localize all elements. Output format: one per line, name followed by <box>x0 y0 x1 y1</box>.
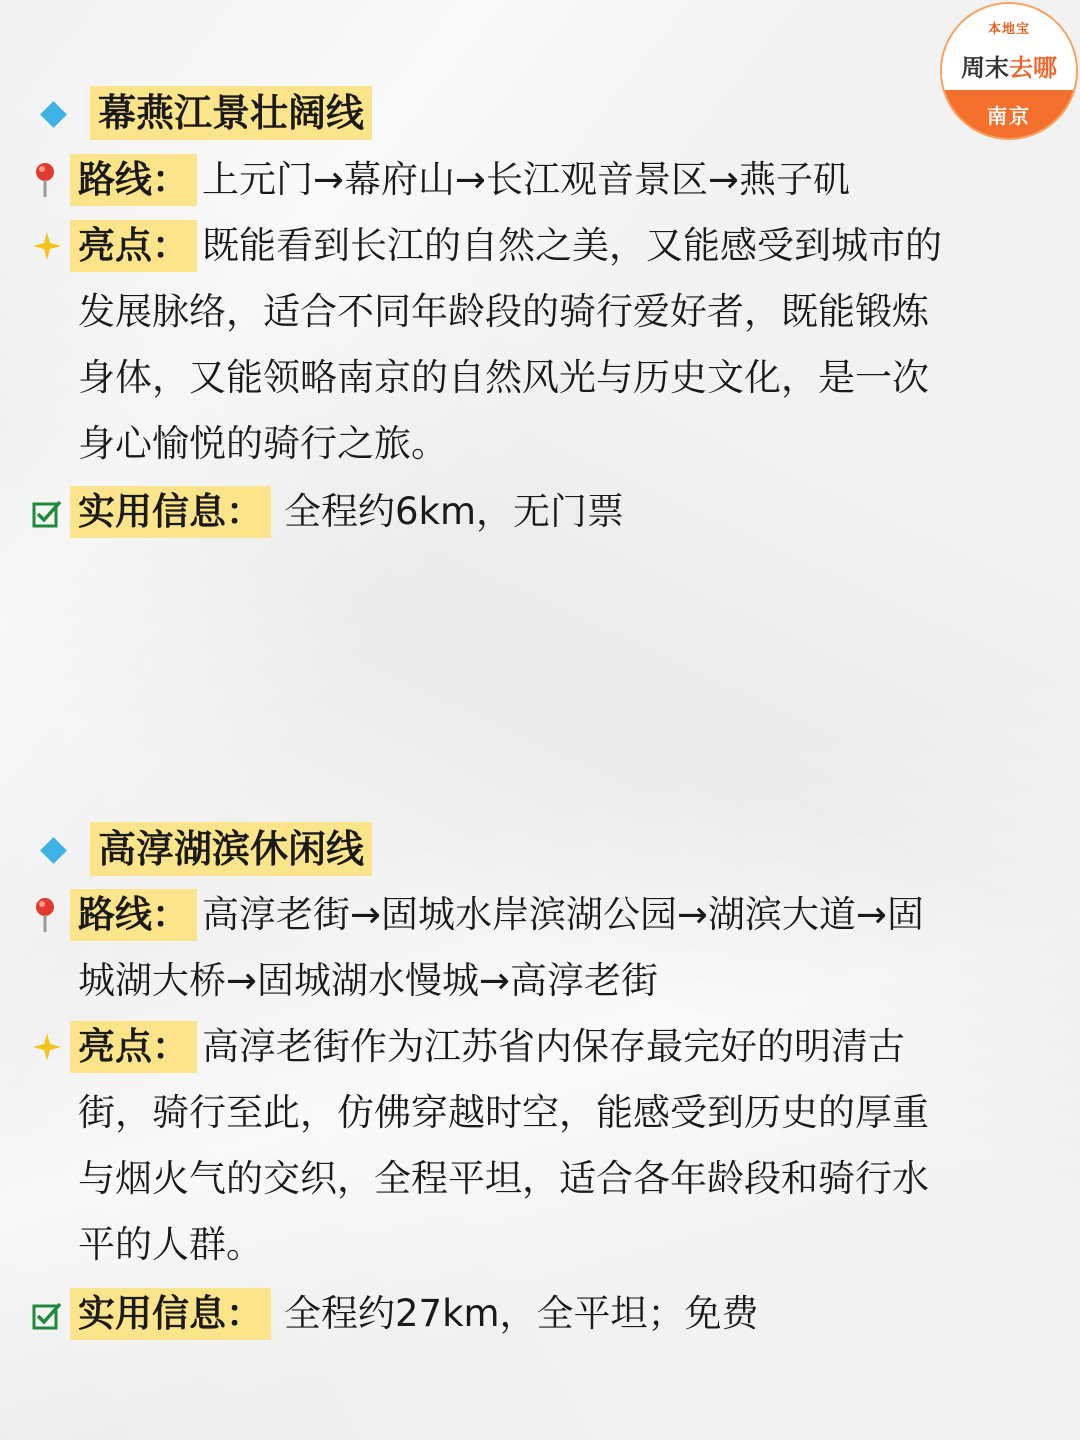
highlight-text-line: 平的人群。 <box>78 1223 263 1266</box>
brand-badge <box>940 2 1078 140</box>
badge-top <box>942 4 1076 90</box>
section-title: 幕燕江景壮阔线 <box>90 86 372 140</box>
yellow-sparkle-icon <box>30 1027 64 1067</box>
highlight-text-line: 与烟火气的交织，全程平坦，适合各年龄段和骑行水 <box>78 1157 929 1200</box>
highlight-text-line: 身心愉悦的骑行之旅。 <box>78 422 448 465</box>
green-checkbox-icon <box>30 492 64 532</box>
badge-city: 南京 <box>987 104 1031 128</box>
info-label: 实用信息： <box>70 1288 271 1340</box>
yellow-sparkle-icon <box>30 226 64 266</box>
badge-title <box>942 48 1076 83</box>
highlight-text-line: 身体，又能领略南京的自然风光与历史文化，是一次 <box>78 356 929 399</box>
badge-bottom <box>942 90 1076 140</box>
route-label: 路线： <box>70 889 197 941</box>
badge-brand: 本地宝 <box>987 22 1030 37</box>
route-text-line: 高淳老街→固城水岸滨湖公园→湖滨大道→固 <box>202 893 925 936</box>
route-text: 上元门→幕府山→长江观音景区→燕子矶 <box>202 158 851 201</box>
info-text: 全程约27km，全平坦；免费 <box>284 1292 759 1335</box>
route-text-line: 城湖大桥→固城湖水慢城→高淳老街 <box>78 959 659 1002</box>
highlight-text-line: 既能看到长江的自然之美，又能感受到城市的 <box>202 224 942 267</box>
info-label: 实用信息： <box>70 486 271 538</box>
highlight-text-line: 发展脉络，适合不同年龄段的骑行爱好者，既能锻炼 <box>78 290 929 333</box>
badge-title-part2: 去哪 <box>1009 54 1057 82</box>
green-checkbox-icon <box>30 1294 64 1334</box>
info-text: 全程约6km，无门票 <box>284 490 625 533</box>
red-pin-icon <box>30 895 64 935</box>
highlight-text-line: 街，骑行至此，仿佛穿越时空，能感受到历史的厚重 <box>78 1091 929 1134</box>
highlight-text-line: 高淳老街作为江苏省内保存最完好的明清古 <box>202 1025 905 1068</box>
section-title: 高淳湖滨休闲线 <box>90 822 372 876</box>
highlight-label: 亮点： <box>70 1021 197 1073</box>
red-pin-icon <box>30 160 64 200</box>
badge-title-part1: 周末 <box>961 54 1009 82</box>
highlight-label: 亮点： <box>70 220 197 272</box>
route-label: 路线： <box>70 154 197 206</box>
